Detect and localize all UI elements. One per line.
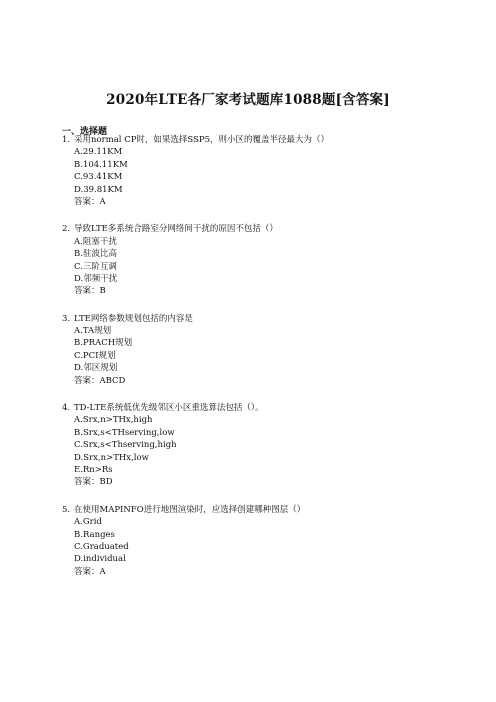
answer-option: A.阻塞干扰 — [74, 236, 117, 247]
question-text: LTE网络参数规划包括的内容是 — [74, 313, 193, 324]
question-number: 4. — [62, 403, 71, 414]
answer-value: A — [99, 196, 106, 207]
answer-option: D.39.81KM — [74, 184, 123, 195]
question-number: 2. — [62, 224, 71, 235]
question-item — [62, 504, 462, 578]
question-item — [62, 313, 462, 387]
answer-label: 答案： — [74, 566, 100, 577]
question-stem — [62, 313, 462, 325]
answer-value: ABCD — [99, 375, 126, 386]
question-number: 3. — [62, 313, 71, 324]
question-item — [62, 402, 462, 489]
answer-option: D.邻频干扰 — [74, 273, 118, 284]
question-stem — [62, 402, 462, 414]
answer-line — [62, 375, 462, 387]
answer-label: 答案： — [74, 375, 100, 386]
answer-option: A.Srx,n>THx,high — [74, 415, 153, 426]
question-stem — [62, 134, 462, 146]
answer-option: A.Grid — [74, 517, 102, 528]
question-number: 1. — [62, 135, 71, 145]
question-text: 在使用MAPINFO进行地图渲染时，应选择创建哪种图层（） — [74, 504, 306, 515]
answer-option: B.Srx,s<THserving,low — [74, 427, 175, 438]
answer-line — [62, 285, 462, 297]
answer-option: C.Graduated — [74, 541, 129, 552]
question-stem — [62, 504, 462, 516]
answer-option: C.PCI规划 — [74, 350, 116, 361]
answer-label: 答案： — [74, 196, 100, 207]
answer-option: A.TA规划 — [74, 326, 112, 337]
answer-option: B.104.11KM — [74, 159, 128, 170]
answer-option: E.Rn>Rs — [74, 464, 113, 475]
question-text: 采用normal CP时，如果选择SSP5，则小区的覆盖半径最大为（） — [74, 135, 330, 145]
answer-line — [62, 196, 462, 208]
question-text: TD-LTE系统低优先级邻区小区重选算法包括（）。 — [74, 403, 264, 414]
question-number: 5. — [62, 504, 71, 515]
answer-line — [62, 476, 462, 488]
answer-label: 答案： — [74, 477, 100, 488]
answer-option: C.93.41KM — [74, 172, 123, 183]
answer-option: D.individual — [74, 554, 126, 565]
answer-option: C.三阶互调 — [74, 261, 117, 272]
answer-value: A — [99, 566, 106, 577]
question-text: 导致LTE多系统合路室分网络间干扰的原因不包括（） — [74, 224, 278, 235]
answer-line — [62, 566, 462, 578]
question-item — [62, 223, 462, 297]
answer-label: 答案： — [74, 286, 100, 297]
answer-value: BD — [99, 477, 113, 488]
answer-option: C.Srx,s<Thserving,high — [74, 440, 177, 451]
answer-option: A.29.11KM — [74, 147, 123, 158]
question-stem — [62, 223, 462, 235]
answer-value: B — [99, 286, 106, 297]
answer-option: D.Srx,n>THx,low — [74, 452, 149, 463]
question-item — [62, 134, 462, 208]
answer-option: B.Ranges — [74, 529, 115, 540]
section-heading: 一、选择题 — [62, 127, 108, 137]
answer-option: D.邻区规划 — [74, 363, 118, 374]
question-list — [62, 134, 462, 593]
document-title: 2020年LTE各厂家考试题库1088题[含答案] — [106, 92, 390, 108]
answer-option: B.驻波比高 — [74, 249, 117, 260]
answer-option: B.PRACH规划 — [74, 338, 133, 349]
